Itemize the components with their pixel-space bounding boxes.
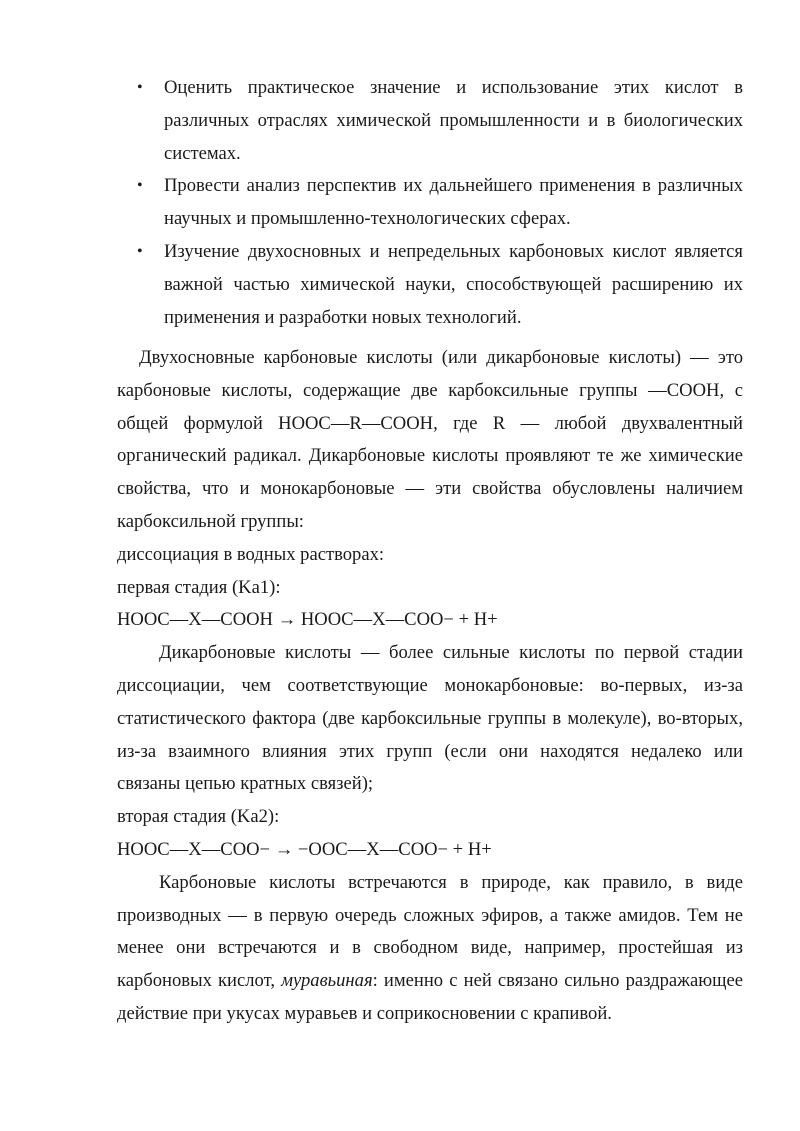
bullet-dot-icon: • [137,242,143,260]
formic-acid-term: муравьиная [281,970,373,992]
bullet-text: Провести анализ перспектив их дальнейшего применения в различных научных и промышленно-технологических сферах. [164,175,743,230]
stage1-paragraph: Дикарбоновые кислоты — более сильные кислоты по первой стадии диссоциации, чем соответствующие монокарбоновые: во-первых, из-за статистического фактора (две карбоксильные группы в молекуле), во-вторых, из-за взаимного влияния этих групп (если они находятся недалеко или связаны цепью кратных связей); [117,642,743,795]
bullet-dot-icon: • [137,79,143,96]
stage1-equation: HOOC—X—COOH → HOOC—X—COO− + H+ [117,609,498,631]
bullet-item [137,72,743,170]
bullet-text: Оценить практическое значение и использование этих кислот в различных отраслях химической промышленности и в биологических системах. [164,77,743,164]
document-body [117,342,743,1031]
intro-paragraph: Двухосновные карбоновые кислоты (или дикарбоновые кислоты) — это карбоновые кислоты, содержащие две карбоксильные группы —COOH, с общей формулой HOOC—R—COOH, где R — любой двухвалентный органический радикал. Дикарбоновые кислоты проявляют те же химические свойства, что и монокарбоновые — эти свойства обусловлены наличием карбоксильной группы: [117,347,743,532]
dissociation-label: диссоциация в водных растворах: [117,543,385,565]
stage1-label: первая стадия (Ka1): [117,576,281,598]
final-paragraph-text: Карбоновые кислоты встречаются в природе, как правило, в виде производных — в первую очередь сложных эфиров, а также амидов. Тем не менее они встречаются и в свободном виде, например, простейшая из карбоновых кислот, [117,871,743,992]
final-paragraph [117,867,743,1031]
bullet-dot-icon: • [137,177,143,195]
goals-bullet-list [137,72,743,334]
bullet-text: Изучение двухосновных и непредельных карбоновых кислот является важной частью химической науки, способствующей расширению их применения и разработки новых технологий. [164,240,743,328]
bullet-item [137,236,743,334]
final-paragraph-text: : именно с ней связано сильно раздражающее действие при укусах муравьев и соприкосновении с крапивой. [117,970,743,1024]
bullet-item [137,170,743,236]
stage2-equation: HOOC—X—COO− → −OOC—X—COO− + H+ [117,838,492,860]
stage2-label: вторая стадия (Ka2): [117,806,280,828]
